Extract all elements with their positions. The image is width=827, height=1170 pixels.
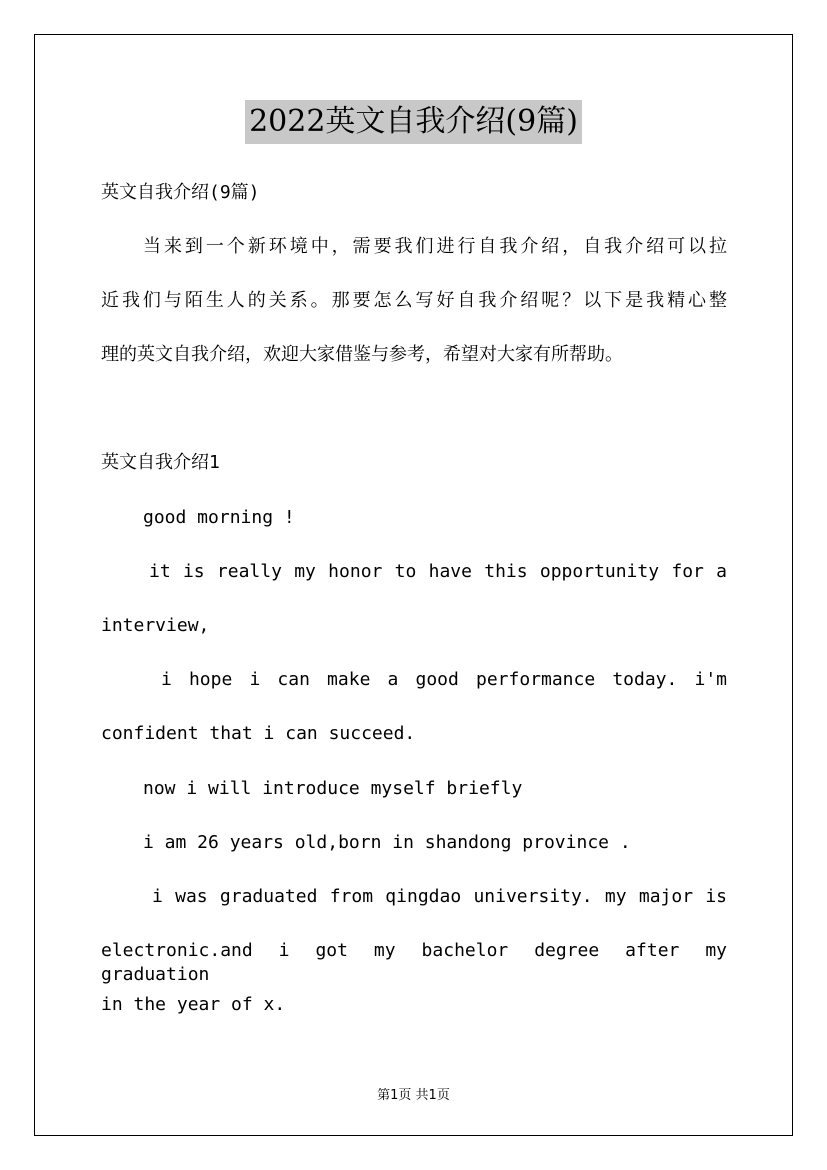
body-line-5: confident that i can succeed. [101,723,416,744]
body-line-1: good morning ! [143,507,295,528]
body-line-2: it is really my honor to have this opportunity for a [149,561,727,582]
body-line-8: i was graduated from qingdao university. my major is [152,886,727,907]
intro-line-1: 当来到一个新环境中，需要我们进行自我介绍，自我介绍可以拉 [143,236,727,257]
body-line-6: now i will introduce myself briefly [143,778,523,799]
intro-line-3: 理的英文自我介绍，欢迎大家借鉴与参考，希望对大家有所帮助。 [101,344,623,365]
body-line-3: interview, [101,615,210,636]
intro-line-2: 近我们与陌生人的关系。那要怎么写好自我介绍呢？以下是我精心整 [101,290,727,311]
document-title: 2022英文自我介绍(9篇) [245,100,582,144]
body-line-4: i hope i can make a good performance today. i'm [161,669,727,690]
subtitle: 英文自我介绍(9篇) [101,182,260,203]
section-heading: 英文自我介绍1 [101,452,220,473]
page-footer: 第1页 共1页 [377,1088,450,1103]
body-line-10: in the year of x. [101,994,286,1015]
body-line-7: i am 26 years old,born in shandong province . [143,832,631,853]
document-title-wrap [0,100,827,144]
body-line-9: electronic.and i got my bachelor degree after my graduation [101,940,727,985]
